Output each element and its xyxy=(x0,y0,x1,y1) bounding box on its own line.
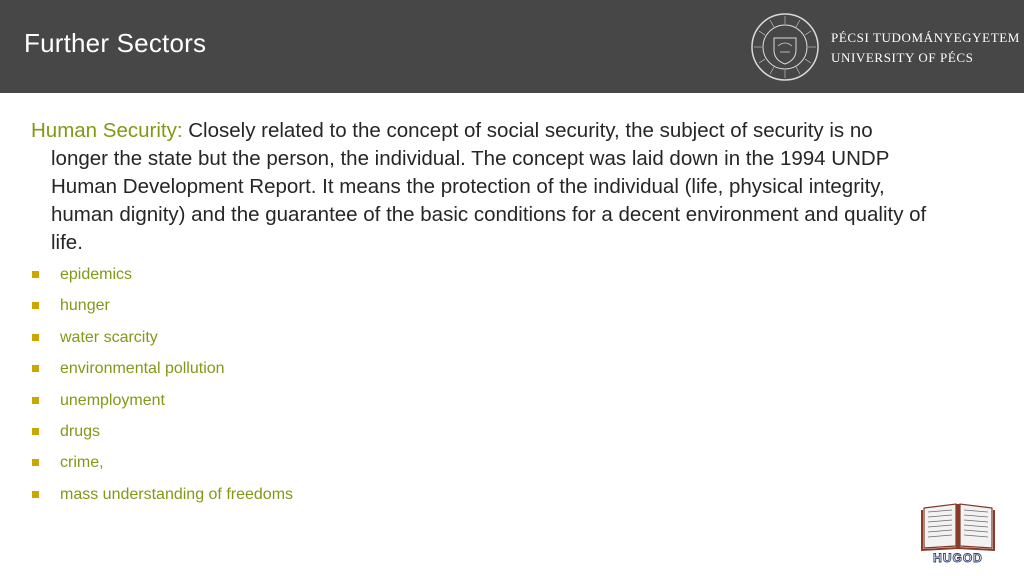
list-item-label: unemployment xyxy=(60,391,165,409)
open-book-icon xyxy=(922,504,994,550)
bullet-marker xyxy=(32,334,39,341)
list-item-label: environmental pollution xyxy=(60,360,225,378)
list-item xyxy=(31,328,931,359)
hugod-logo xyxy=(918,500,998,566)
bullet-marker xyxy=(32,459,39,466)
slide-title: Further Sectors xyxy=(24,28,207,58)
list-item xyxy=(31,485,931,516)
list-item xyxy=(31,359,931,390)
bullet-marker xyxy=(32,397,39,404)
bullet-marker xyxy=(32,491,39,498)
list-item xyxy=(31,296,931,327)
slide-content xyxy=(31,117,931,516)
slide-header xyxy=(0,0,1024,93)
list-item xyxy=(31,453,931,484)
bullet-marker xyxy=(32,365,39,372)
intro-lead: Human Security: xyxy=(31,119,183,142)
bullet-list xyxy=(31,265,931,516)
university-name xyxy=(831,28,1020,68)
university-seal-icon xyxy=(750,12,820,82)
list-item xyxy=(31,265,931,296)
list-item-label: crime, xyxy=(60,454,104,472)
hugod-logo-text: HUGOD xyxy=(933,551,983,565)
bullet-marker xyxy=(32,428,39,435)
university-name-en: UNIVERSITY OF PÉCS xyxy=(831,50,974,65)
list-item-label: hunger xyxy=(60,297,110,315)
list-item-label: mass understanding of freedoms xyxy=(60,485,294,503)
bullet-marker xyxy=(32,271,39,278)
list-item xyxy=(31,391,931,422)
list-item-label: drugs xyxy=(60,422,101,440)
intro-text: Closely related to the concept of social security, the subject of security is no longer the state but the person, the individual. The concept was laid down in the 1994 UNDP Human Development Report. It means the protection of the individual (life, physical integrity, human dignity) and the guarantee of the basic conditions for a decent environment and quality of life. xyxy=(51,119,927,254)
bullet-marker xyxy=(32,302,39,309)
list-item-label: water scarcity xyxy=(60,328,158,346)
university-name-hu: PÉCSI TUDOMÁNYEGYETEM xyxy=(831,30,1020,45)
list-item-label: epidemics xyxy=(60,266,133,283)
intro-paragraph xyxy=(31,117,931,257)
list-item xyxy=(31,422,931,453)
